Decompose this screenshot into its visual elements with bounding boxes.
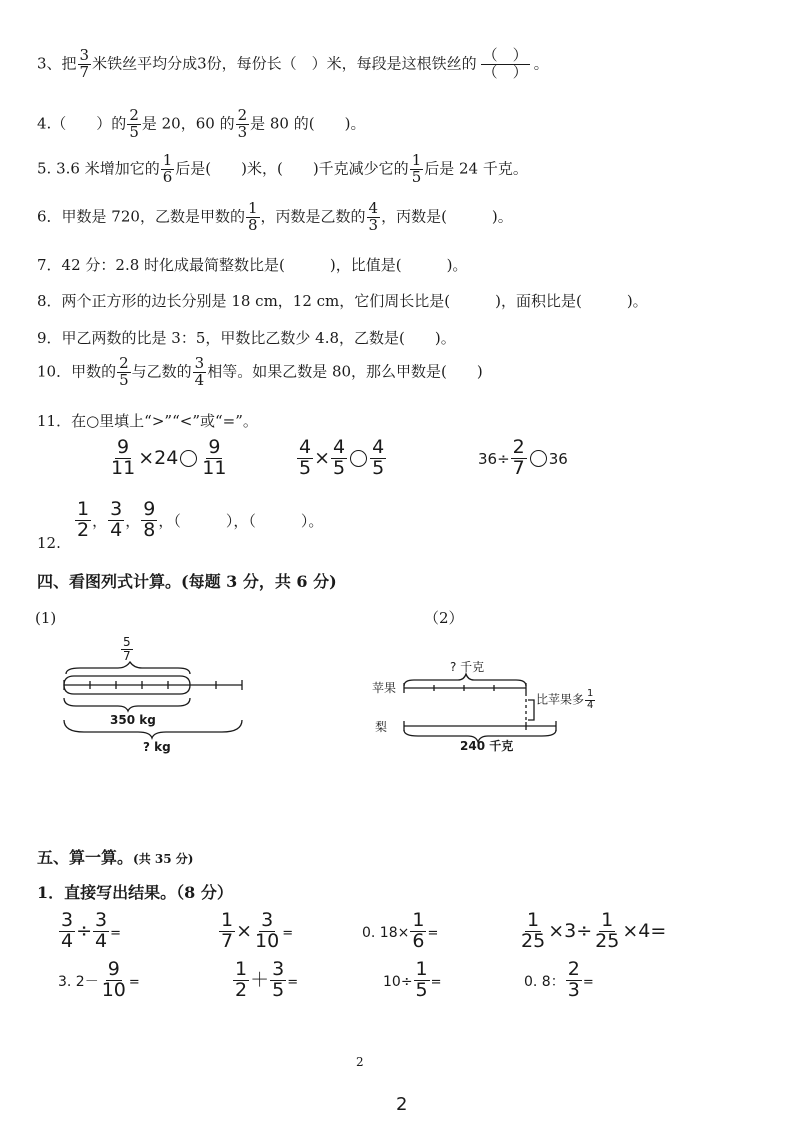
compare-expression-3: 36÷ $\frac{2}{7}$ 36	[478, 436, 568, 479]
question-12-sequence: $\frac{1}{2}$ ， $\frac{3}{4}$ ， $\frac{9}{8}$ ，（ ），（ ）。	[77, 498, 324, 541]
page-number-small: 2	[356, 1055, 364, 1069]
question-12-label: 12.	[37, 534, 61, 552]
diagram-1	[50, 628, 260, 758]
diagram-1-fraction: $\frac{5}{7}$	[123, 635, 131, 663]
question-5: 5. 3.6 米增加它的 $\frac{1}{6}$ 后是( )米，( )千克减少它的 $\frac{1}{5}$ 后是 24 千克。	[37, 151, 528, 186]
question-7: 7．42 分：2.8 时化成最简整数比是( )，比值是( )。	[37, 256, 468, 274]
question-9: 9．甲乙两数的比是 3：5，甲数比乙数少 4.8，乙数是( )。	[37, 329, 456, 347]
question-3: 3、把 $\frac{3}{7}$ 米铁丝平均分成3份，每份长（ ）米，每段是这根铁丝的 $\frac{( )}{( )}$ 。	[37, 46, 549, 81]
diagram-1-unknown-label: ? kg	[143, 740, 171, 754]
compare-circle[interactable]	[530, 450, 547, 467]
compare-expression-2: $\frac{4}{5}$ × $\frac{4}{5}$ $\frac{4}{5}$	[299, 436, 385, 479]
fraction: $\frac{4}{3}$	[368, 199, 379, 234]
fraction: $\frac{1}{8}$	[247, 199, 258, 234]
section-4-title: 四、看图列式计算。(每题 3 分，共 6 分)	[37, 572, 337, 591]
compare-expression-1: $\frac{9}{11}$ ×24 $\frac{9}{11}$	[111, 436, 227, 479]
question-8: 8．两个正方形的边长分别是 18 cm，12 cm，它们周长比是( )，面积比是( )。	[37, 292, 648, 310]
calc-r1c1: $\frac{3}{4}$ ÷ $\frac{3}{4}$ =	[61, 909, 122, 952]
section-5-subtitle: 1．直接写出结果。（8 分）	[37, 883, 233, 902]
calc-r2c4: 0. 8： $\frac{2}{3}$ =	[524, 958, 594, 1001]
diagram-1-known-label: 350 kg	[110, 713, 156, 727]
problem-1-label: (1)	[35, 609, 57, 627]
question-10: 10．甲数的 $\frac{2}{5}$ 与乙数的 $\frac{3}{4}$ 相等。如果乙数是 80，那么甲数是( )	[37, 354, 483, 389]
fraction: $\frac{1}{5}$	[411, 151, 422, 186]
fraction: $\frac{2}{5}$	[129, 106, 139, 141]
question-4: 4.（ ）的 $\frac{2}{5}$ 是 20，60 的 $\frac{2}{3}$ 是 80 的( )。	[37, 106, 366, 141]
diagram-2-apple-label: 苹果	[372, 681, 397, 695]
section-5-title: 五、算一算。(共 35 分)	[37, 848, 194, 867]
calc-r2c2: $\frac{1}{2}$ ＋ $\frac{3}{5}$ =	[235, 958, 299, 1001]
calc-r1c2: $\frac{1}{7}$ × $\frac{3}{10}$ =	[221, 909, 294, 952]
calc-r2c1: 3. 2－ $\frac{9}{10}$ =	[58, 958, 140, 1001]
fraction: $\frac{1}{6}$	[162, 151, 173, 186]
calc-r1c3: 0. 18× $\frac{1}{6}$ =	[362, 909, 439, 952]
fraction: $\frac{2}{5}$	[119, 354, 129, 389]
compare-circle[interactable]	[180, 450, 197, 467]
diagram-2-top-label: ? 千克	[450, 660, 485, 674]
calc-r2c3: 10÷ $\frac{1}{5}$ =	[383, 958, 442, 1001]
question-6: 6．甲数是 720，乙数是甲数的 $\frac{1}{8}$ ，丙数是乙数的 $\frac{4}{3}$ ，丙数是( )。	[37, 199, 513, 234]
calc-r1c4: $\frac{1}{25}$ ×3÷ $\frac{1}{25}$ ×4=	[521, 909, 667, 952]
fraction: $\frac{2}{3}$	[237, 106, 248, 141]
diagram-2-bottom-label: 240 千克	[460, 739, 514, 753]
page-number-large: 2	[396, 1094, 408, 1115]
diagram-2-pear-label: 梨	[375, 720, 388, 734]
problem-2-label: （2）	[424, 609, 464, 627]
question-11-title: 11．在○里填上“>”“<”或“=”。	[37, 412, 258, 430]
answer-blank-fraction[interactable]: $\frac{( )}{( )}$	[482, 46, 528, 81]
compare-circle[interactable]	[350, 450, 367, 467]
fraction: $\frac{3}{4}$	[194, 354, 205, 389]
diagram-2-more-label: 比苹果多 $\frac{1}{4}$	[536, 688, 594, 711]
fraction: $\frac{3}{7}$	[79, 46, 90, 81]
